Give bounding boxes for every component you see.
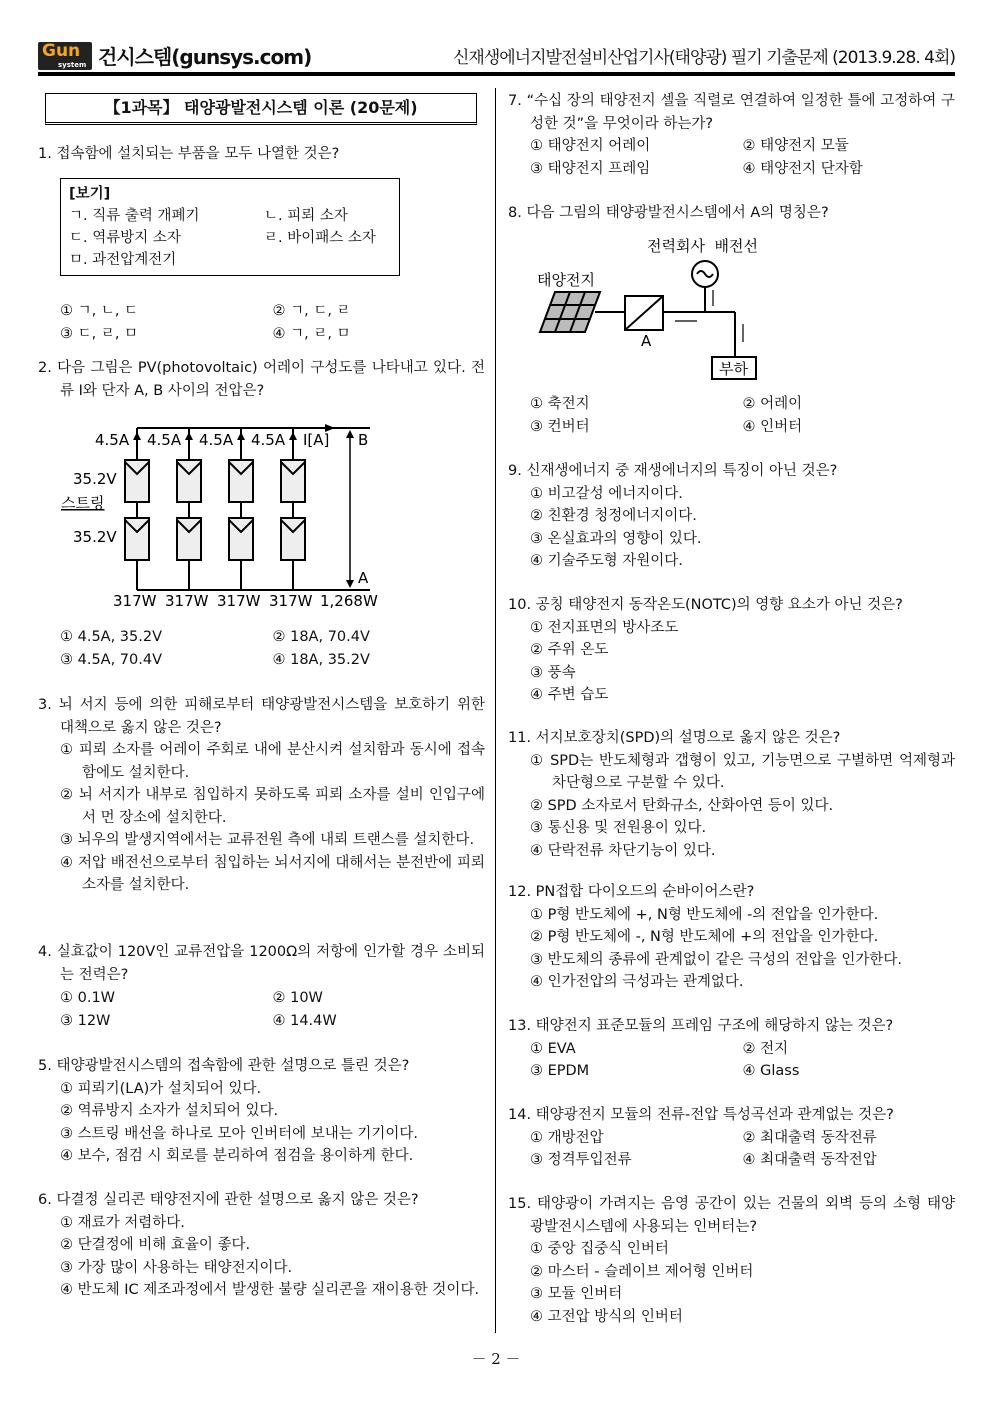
question-text: 서지보호장치(SPD)의 설명으로 옳지 않은 것은? xyxy=(535,730,841,746)
answer-option[interactable]: ④ Glass xyxy=(742,1063,800,1079)
example-item: ㄱ. 직류 출력 개폐기 xyxy=(69,208,200,224)
question-stem xyxy=(508,1015,955,1038)
answer-option[interactable]: ③ 온실효과의 영향이 있다. xyxy=(530,530,702,547)
question-stem xyxy=(38,941,485,986)
current-label: 4.5A xyxy=(199,431,234,449)
answer-option[interactable]: ② 단결정에 비해 효율이 좋다. xyxy=(60,1237,251,1253)
load-label: 부하 xyxy=(719,360,748,378)
question-stem xyxy=(508,1193,955,1238)
answer-option[interactable]: ③ 컨버터 xyxy=(530,418,590,435)
voltage-label: 35.2V xyxy=(73,470,117,488)
question-15 xyxy=(508,1193,955,1328)
answer-option[interactable]: ① 비고갈성 에너지이다. xyxy=(530,485,683,502)
question-stem xyxy=(508,881,955,904)
question-stem xyxy=(508,1104,955,1127)
question-text: 신재생에너지 중 재생에너지의 특징이 아닌 것은? xyxy=(526,463,838,479)
terminal-b-label: B xyxy=(358,431,369,449)
question-stem xyxy=(38,1055,485,1078)
converter-label: A xyxy=(641,332,652,350)
answer-option[interactable]: ① 0.1W xyxy=(60,990,116,1006)
answer-option[interactable]: ① P형 반도체에 +, N형 반도체에 -의 전압을 인가한다. xyxy=(530,906,879,923)
answer-option[interactable]: ③ 태양전지 프레임 xyxy=(530,160,651,177)
answer-option[interactable]: ① 재료가 저렴하다. xyxy=(60,1214,185,1231)
answer-option[interactable]: ④ 주변 습도 xyxy=(530,687,609,703)
answer-option[interactable]: ② 마스터 - 슬레이브 제어형 인버터 xyxy=(530,1263,754,1280)
question-text: 실효값이 120V인 교류전압을 1200Ω의 저항에 인가할 경우 소비되는 전력은? xyxy=(56,944,486,983)
question-stem xyxy=(508,90,955,135)
answer-option[interactable]: ④ 18A, 35.2V xyxy=(272,651,370,668)
pv-system-diagram xyxy=(525,232,775,382)
answer-option[interactable]: ② 최대출력 동작전류 xyxy=(742,1129,877,1146)
answer-option[interactable]: ③ 가장 많이 사용하는 태양전지이다. xyxy=(60,1259,293,1276)
answer-option[interactable]: ③ 12W xyxy=(60,1012,111,1029)
question-text: 다음 그림의 태양광발전시스템에서 A의 명칭은? xyxy=(526,205,829,221)
brand-name: 건시스템(gunsys.com) xyxy=(98,45,312,69)
question-text: “수십 장의 태양전지 셀을 직렬로 연결하여 일정한 틀에 고정하여 구성한 것”을 무엇이라 하는가? xyxy=(526,93,955,132)
question-stem xyxy=(38,143,485,166)
question-number: 15. xyxy=(508,1196,532,1212)
question-number: 5. xyxy=(38,1058,52,1074)
question-9 xyxy=(508,460,955,573)
question-number: 13. xyxy=(508,1018,532,1034)
question-number: 14. xyxy=(508,1107,532,1123)
question-text: 태양광이 가려지는 음영 공간이 있는 건물의 외벽 등의 소형 태양광발전시스템에 사용되는 인버터는? xyxy=(530,1196,955,1235)
question-text: 다음 그림은 PV(photovoltaic) 어레이 구성도를 나타내고 있다. 전류 I와 단자 A, B 사이의 전압은? xyxy=(57,360,486,399)
q1-example-box xyxy=(60,178,400,276)
current-arrow xyxy=(289,432,297,440)
answer-option[interactable]: ③ 모듈 인버터 xyxy=(530,1286,623,1302)
power-label: 317W xyxy=(269,592,313,610)
answer-option[interactable]: ② 10W xyxy=(272,990,323,1006)
question-text: 접속함에 설치되는 부품을 모두 나열한 것은? xyxy=(56,146,340,162)
answer-option[interactable]: ① 개방전압 xyxy=(530,1129,604,1146)
question-number: 8. xyxy=(508,205,522,221)
section-title: 【1과목】 태양광발전시스템 이론 (20문제) xyxy=(45,93,477,125)
question-13 xyxy=(508,1015,955,1083)
example-item: ㅁ. 과전압계전기 xyxy=(69,252,177,268)
question-stem xyxy=(508,594,955,617)
example-item: ㄷ. 역류방지 소자 xyxy=(69,230,181,246)
answer-option[interactable]: ② 전지 xyxy=(742,1040,789,1057)
power-label: 317W xyxy=(113,592,157,610)
answer-option[interactable]: ② 주위 온도 xyxy=(530,642,609,658)
answer-option[interactable]: ④ 최대출력 동작전압 xyxy=(742,1152,877,1168)
question-6 xyxy=(38,1189,485,1302)
question-3 xyxy=(38,694,485,897)
question-number: 11. xyxy=(508,730,532,746)
current-arrow xyxy=(133,432,141,440)
answer-option[interactable]: ① EVA xyxy=(530,1040,576,1057)
answer-option[interactable]: ② ㄱ, ㄷ, ㄹ xyxy=(272,303,351,319)
answer-option[interactable]: ② P형 반도체에 -, N형 반도체에 +의 전압을 인가한다. xyxy=(530,929,879,945)
answer-option[interactable]: ④ 단락전류 차단기능이 있다. xyxy=(530,842,716,859)
question-stem xyxy=(508,202,955,225)
current-arrow xyxy=(237,432,245,440)
answer-option[interactable]: ④ 기술주도형 자원이다. xyxy=(530,553,683,569)
answer-option[interactable]: ① 전지표면의 방사조도 xyxy=(530,619,679,636)
answer-option[interactable]: ③ 뇌우의 발생지역에서는 교류전원 측에 내뢰 트랜스를 설치한다. xyxy=(60,832,475,848)
answer-option[interactable]: ① 피뢰기(LA)가 설치되어 있다. xyxy=(60,1080,262,1097)
column-divider xyxy=(495,88,496,1333)
question-text: 태양광전지 모듈의 전류-전압 특성곡선과 관계없는 것은? xyxy=(535,1107,894,1123)
answer-option[interactable]: ④ 인버터 xyxy=(742,418,803,435)
question-7 xyxy=(508,90,955,180)
answer-option[interactable]: ② 18A, 70.4V xyxy=(272,629,370,645)
answer-option[interactable]: ① 축전지 xyxy=(530,396,590,412)
answer-option[interactable]: ④ 반도체 IC 제조과정에서 발생한 불량 실리콘을 재이용한 것이다. xyxy=(60,1282,480,1298)
current-label: 4.5A xyxy=(147,431,182,449)
question-5 xyxy=(38,1055,485,1168)
answer-option[interactable]: ① 태양전지 어레이 xyxy=(530,138,651,154)
answer-option[interactable]: ④ 인가전압의 극성과는 관계없다. xyxy=(530,974,744,990)
question-stem xyxy=(38,694,485,739)
answer-option[interactable]: ③ 4.5A, 70.4V xyxy=(60,651,163,668)
logo-subtext: system xyxy=(58,61,87,69)
question-number: 3. xyxy=(38,697,52,713)
exam-title: 신재생에너지발전설비산업기사(태양광) 필기 기출문제 (2013.9.28. 4회) xyxy=(452,48,955,68)
example-item: ㄴ. 피뢰 소자 xyxy=(264,208,348,224)
question-10 xyxy=(508,594,955,707)
string-label: 스트링 xyxy=(61,494,105,512)
question-text: PN접합 다이오드의 순바이어스란? xyxy=(535,884,755,900)
question-14 xyxy=(508,1104,955,1172)
power-label: 317W xyxy=(165,592,209,610)
question-number: 6. xyxy=(38,1192,52,1208)
question-text: 공칭 태양전지 동작온도(NOTC)의 영향 요소가 아닌 것은? xyxy=(535,597,903,613)
answer-option[interactable]: ④ 보수, 점검 시 회로를 분리하여 점검을 용이하게 한다. xyxy=(60,1148,414,1164)
question-number: 1. xyxy=(38,146,52,162)
answer-option[interactable]: ① ㄱ, ㄴ, ㄷ xyxy=(60,303,139,319)
answer-option[interactable]: ③ 통신용 및 전원용이 있다. xyxy=(530,820,707,836)
question-4 xyxy=(38,941,486,1029)
pv-array-diagram xyxy=(55,418,385,613)
question-number: 12. xyxy=(508,884,532,900)
current-label: 4.5A xyxy=(251,431,286,449)
answer-option[interactable]: ④ 고전압 방식의 인버터 xyxy=(530,1308,683,1325)
answer-option[interactable]: ① 중앙 집중식 인버터 xyxy=(530,1241,669,1257)
answer-option[interactable]: ③ EPDM xyxy=(530,1063,590,1079)
answer-option[interactable]: ② 어레이 xyxy=(742,396,803,412)
answer-option[interactable]: ④ 태양전지 단자함 xyxy=(742,160,863,177)
question-11 xyxy=(508,727,955,862)
gunsys-logo xyxy=(38,42,92,70)
panel-label: 태양전지 xyxy=(537,271,595,289)
answer-option[interactable]: ④ ㄱ, ㄹ, ㅁ xyxy=(272,325,351,342)
current-arrow xyxy=(185,432,193,440)
question-12 xyxy=(508,881,955,994)
answer-option[interactable]: ② 친환경 청정에너지이다. xyxy=(530,508,697,524)
answer-option[interactable]: ① 피뢰 소자를 어레이 주회로 내에 분산시켜 설치함과 동시에 접속함에도 설치한다. xyxy=(60,742,485,781)
example-item: ㄹ. 바이패스 소자 xyxy=(264,230,376,246)
voltage-label: 35.2V xyxy=(73,528,117,546)
answer-option[interactable]: ④ 저압 배전선으로부터 침입하는 뇌서지에 대해서는 분전반에 피뢰 소자를 설치한다. xyxy=(60,854,485,893)
answer-option[interactable]: ① SPD는 반도체형과 갭형이 있고, 기능면으로 구별하면 억제형과 차단형으로 구분할 수 있다. xyxy=(530,752,955,791)
answer-option[interactable]: ③ 풍속 xyxy=(530,664,576,681)
question-stem xyxy=(508,460,955,483)
current-label: 4.5A xyxy=(95,431,130,449)
answer-option[interactable]: ② SPD 소자로서 탄화규소, 산화아연 등이 있다. xyxy=(530,797,834,814)
power-label: 317W xyxy=(217,592,261,610)
page-number: － 2 － xyxy=(471,1350,521,1368)
question-number: 2. xyxy=(38,360,52,376)
question-text: 태양전지 표준모듈의 프레임 구조에 해당하지 않는 것은? xyxy=(535,1018,894,1034)
answer-option[interactable]: ③ 정격투입전류 xyxy=(530,1152,632,1168)
question-number: 9. xyxy=(508,463,522,479)
power-label: 1,268W xyxy=(320,592,378,610)
answer-option[interactable]: ③ ㄷ, ㄹ, ㅁ xyxy=(60,325,139,342)
grid-label: 전력회사 배전선 xyxy=(647,237,758,255)
answer-option[interactable]: ② 역류방지 소자가 설치되어 있다. xyxy=(60,1103,279,1119)
question-text: 태양광발전시스템의 접속함에 관한 설명으로 틀린 것은? xyxy=(56,1058,410,1074)
current-label: I[A] xyxy=(303,431,330,449)
logo-text: Gun xyxy=(42,42,81,61)
answer-option[interactable]: ② 태양전지 모듈 xyxy=(742,138,849,154)
terminal-a-label: A xyxy=(358,569,369,587)
question-stem xyxy=(38,1189,485,1212)
question-text: 뇌 서지 등에 의한 피해로부터 태양광발전시스템을 보호하기 위한 대책으로 옳지 않은 것은? xyxy=(58,697,486,736)
answer-option[interactable]: ① 4.5A, 35.2V xyxy=(60,629,163,645)
answer-option[interactable]: ② 뇌 서지가 내부로 침입하지 못하도록 피뢰 소자를 설비 인입구에서 먼 장소에 설치한다. xyxy=(60,787,485,826)
answer-option[interactable]: ③ 반도체의 종류에 관계없이 같은 극성의 전압을 인가한다. xyxy=(530,951,903,968)
question-number: 4. xyxy=(38,944,52,960)
question-text: 다결정 실리콘 태양전지에 관한 설명으로 옳지 않은 것은? xyxy=(56,1192,419,1208)
question-stem xyxy=(508,727,955,750)
answer-option[interactable]: ④ 14.4W xyxy=(272,1012,337,1029)
page-header xyxy=(38,40,955,76)
question-number: 7. xyxy=(508,93,522,109)
answer-option[interactable]: ③ 스트링 배선을 하나로 모아 인버터에 보내는 기기이다. xyxy=(60,1125,419,1142)
question-stem xyxy=(38,357,485,402)
question-number: 10. xyxy=(508,597,532,613)
example-box-title: [보기] xyxy=(69,186,111,202)
